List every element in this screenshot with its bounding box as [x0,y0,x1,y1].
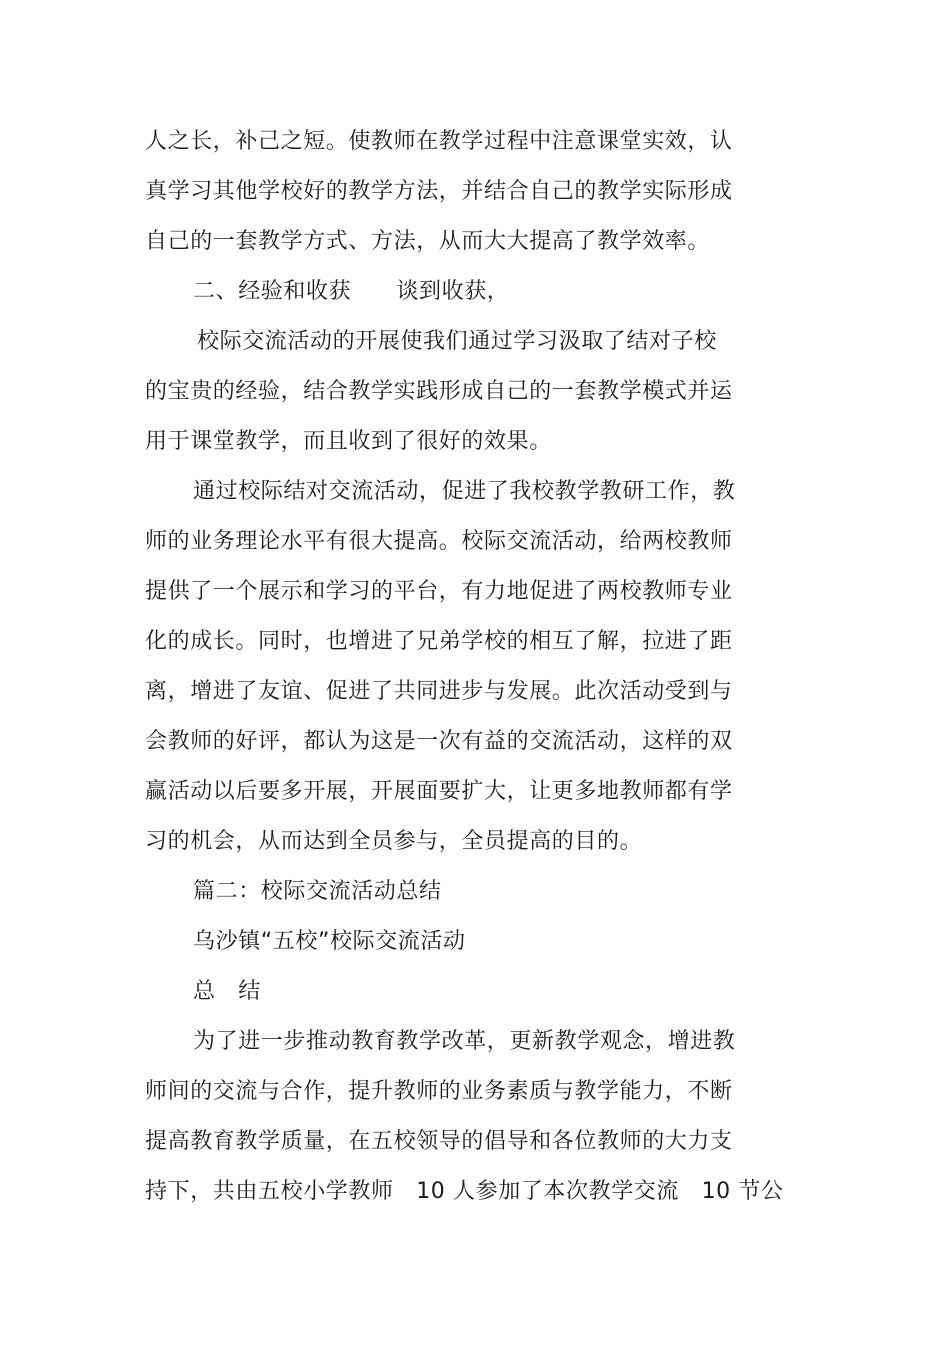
text-line-3: 自己的一套教学方式、方法，从而大大提高了教学效率。 [145,229,711,254]
text-line-8: 通过校际结对交流活动，促进了我校教学教研工作，教 [193,479,736,504]
text-line-13: 会教师的好评，都认为这是一次有益的交流活动，这样的双 [145,729,733,754]
summary-heading: 总 结 [193,979,261,1004]
section-heading: 二、经验和收获 谈到收获， [193,279,510,304]
text-line-19: 为了进一步推动教育教学改革，更新教学观念，增进教 [193,1029,736,1054]
text-line-15: 习的机会，从而达到全员参与，全员提高的目的。 [145,829,643,854]
text-line-2: 真学习其他学校好的教学方法，并结合自己的教学实际形成 [145,179,733,204]
text-line-20: 师间的交流与合作，提升教师的业务素质与教学能力，不断 [145,1079,733,1104]
text-line-7: 用于课堂教学，而且收到了很好的效果。 [145,429,552,454]
text-line-10: 提供了一个展示和学习的平台，有力地促进了两校教师专业 [145,579,733,604]
event-title: 乌沙镇“五校”校际交流活动 [193,929,466,954]
text-line-5: 校际交流活动的开展使我们通过学习汲取了结对子校 [197,329,717,354]
text-line-22: 持下，共由五校小学教师 10 人参加了本次教学交流 10 节公 [145,1179,784,1204]
text-line-12: 离，增进了友谊、促进了共同进步与发展。此次活动受到与 [145,679,733,704]
text-line-1: 人之长，补己之短。使教师在教学过程中注意课堂实效，认 [145,129,733,154]
text-line-14: 赢活动以后要多开展，开展面要扩大，让更多地教师都有学 [145,779,733,804]
text-line-21: 提高教育教学质量，在五校领导的倡导和各位教师的大力支 [145,1129,733,1154]
article-title: 篇二：校际交流活动总结 [193,879,442,904]
text-line-11: 化的成长。同时，也增进了兄弟学校的相互了解，拉进了距 [145,629,733,654]
text-line-6: 的宝贵的经验，结合教学实践形成自己的一套教学模式并运 [145,379,733,404]
text-line-9: 师的业务理论水平有很大提高。校际交流活动，给两校教师 [145,529,733,554]
